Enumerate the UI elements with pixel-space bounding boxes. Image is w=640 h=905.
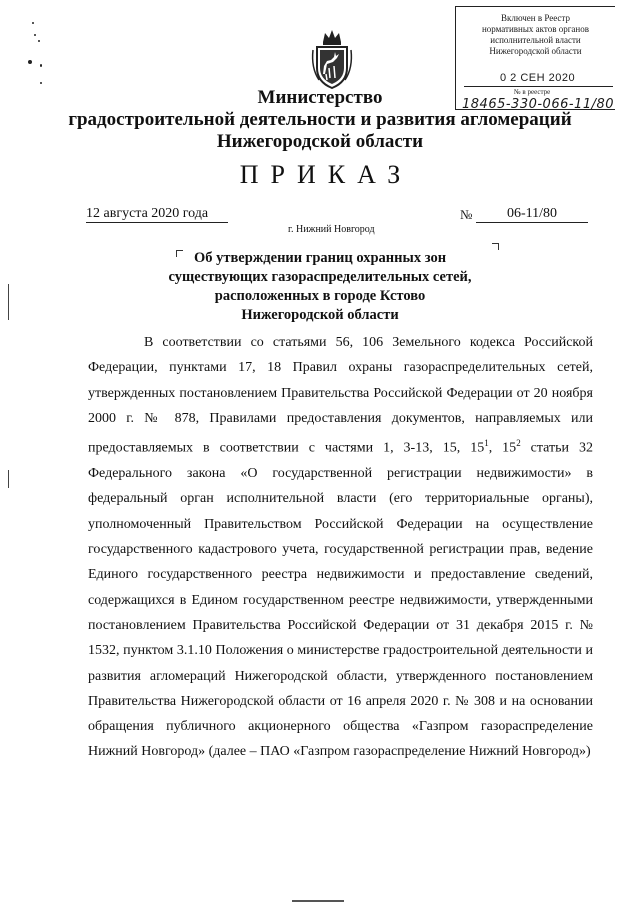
- title-line: расположенных в городе Кстово: [214, 288, 426, 304]
- ministry-name-line2: градостроительной деятельности и развития агломераций: [68, 109, 572, 130]
- stamp-registry-caption: № в реестре: [514, 88, 551, 96]
- preamble-paragraph: [88, 330, 593, 765]
- margin-scan-dots: [26, 22, 46, 92]
- preamble-text: , 15: [488, 440, 517, 456]
- superscript: 2: [516, 438, 521, 449]
- order-date: 12 августа 2020 года: [86, 206, 228, 223]
- title-line: существующих газораспределительных сетей,: [168, 269, 472, 285]
- stamp-registry-number: 18465-330-066-11/80: [462, 97, 615, 112]
- stamp-line: нормативных актов органов: [481, 24, 589, 34]
- preamble-text: статьи 32 Федерального закона «О государственной регистрации недвижимости» в федеральный орган исполнительной власти (его территориальные органы), уполномоченный Правительством Российской Федерации на осуществление государственного кадастрового учета, государственной регистрации прав, ведение Единого государственного реестра недвижимости и предоставление сведений, содержащихся в Едином государственном реестре недвижимости, утвержденными постановлением Правительства Российской Федерации от 31 декабря 2015 г. № 1532, пунктом 3.1.10 Положения о министерстве градостроительной деятельности и развития агломераций Нижегородской области, утвержденного постановлением Правительства Нижегородской области от 16 апреля 2020 г. № 308 и на основании обращения публичного акционерного общества «Газпром газораспределение Нижний Новгород» (далее – ПАО «Газпром газораспределение Нижний Новгород»): [88, 440, 594, 760]
- stamp-line: исполнительной власти: [490, 35, 581, 45]
- order-title: [0, 249, 640, 325]
- title-line: Нижегородской области: [241, 307, 399, 323]
- title-line: Об утверждении границ охранных зон: [193, 250, 447, 266]
- margin-scan-mark: [8, 284, 9, 320]
- margin-scan-mark: [8, 470, 9, 488]
- issue-city: г. Нижний Новгород: [288, 224, 375, 235]
- preamble-text: В соответствии со статьями 56, 106 Земельного кодекса Российской Федерации, пунктами 17, 18 Правил охраны газораспределительных сетей, утвержденных постановлением Правительства Российской Федерации от 20 ноября 2000 г. № 878, Правилами предоставления документов, направляемых или предоставляемых в соответствии с частями 1, 3-13, 15, 15: [88, 335, 593, 456]
- stamp-date: 0 2 СЕН 2020: [500, 72, 576, 84]
- bottom-scan-mark: [292, 900, 344, 902]
- order-number: 06-11/80: [476, 206, 588, 223]
- coat-of-arms-icon: [309, 28, 355, 90]
- superscript: 1: [484, 438, 489, 449]
- ministry-name-line1: Министерство: [257, 87, 383, 108]
- stamp-line: Включен в Реестр: [501, 13, 570, 23]
- document-type-title: ПРИКАЗ: [239, 160, 413, 189]
- ministry-name-line3: Нижегородской области: [216, 131, 424, 152]
- order-number-sign: №: [460, 207, 473, 222]
- order-preamble: [88, 330, 593, 765]
- stamp-line: Нижегородской области: [489, 46, 582, 56]
